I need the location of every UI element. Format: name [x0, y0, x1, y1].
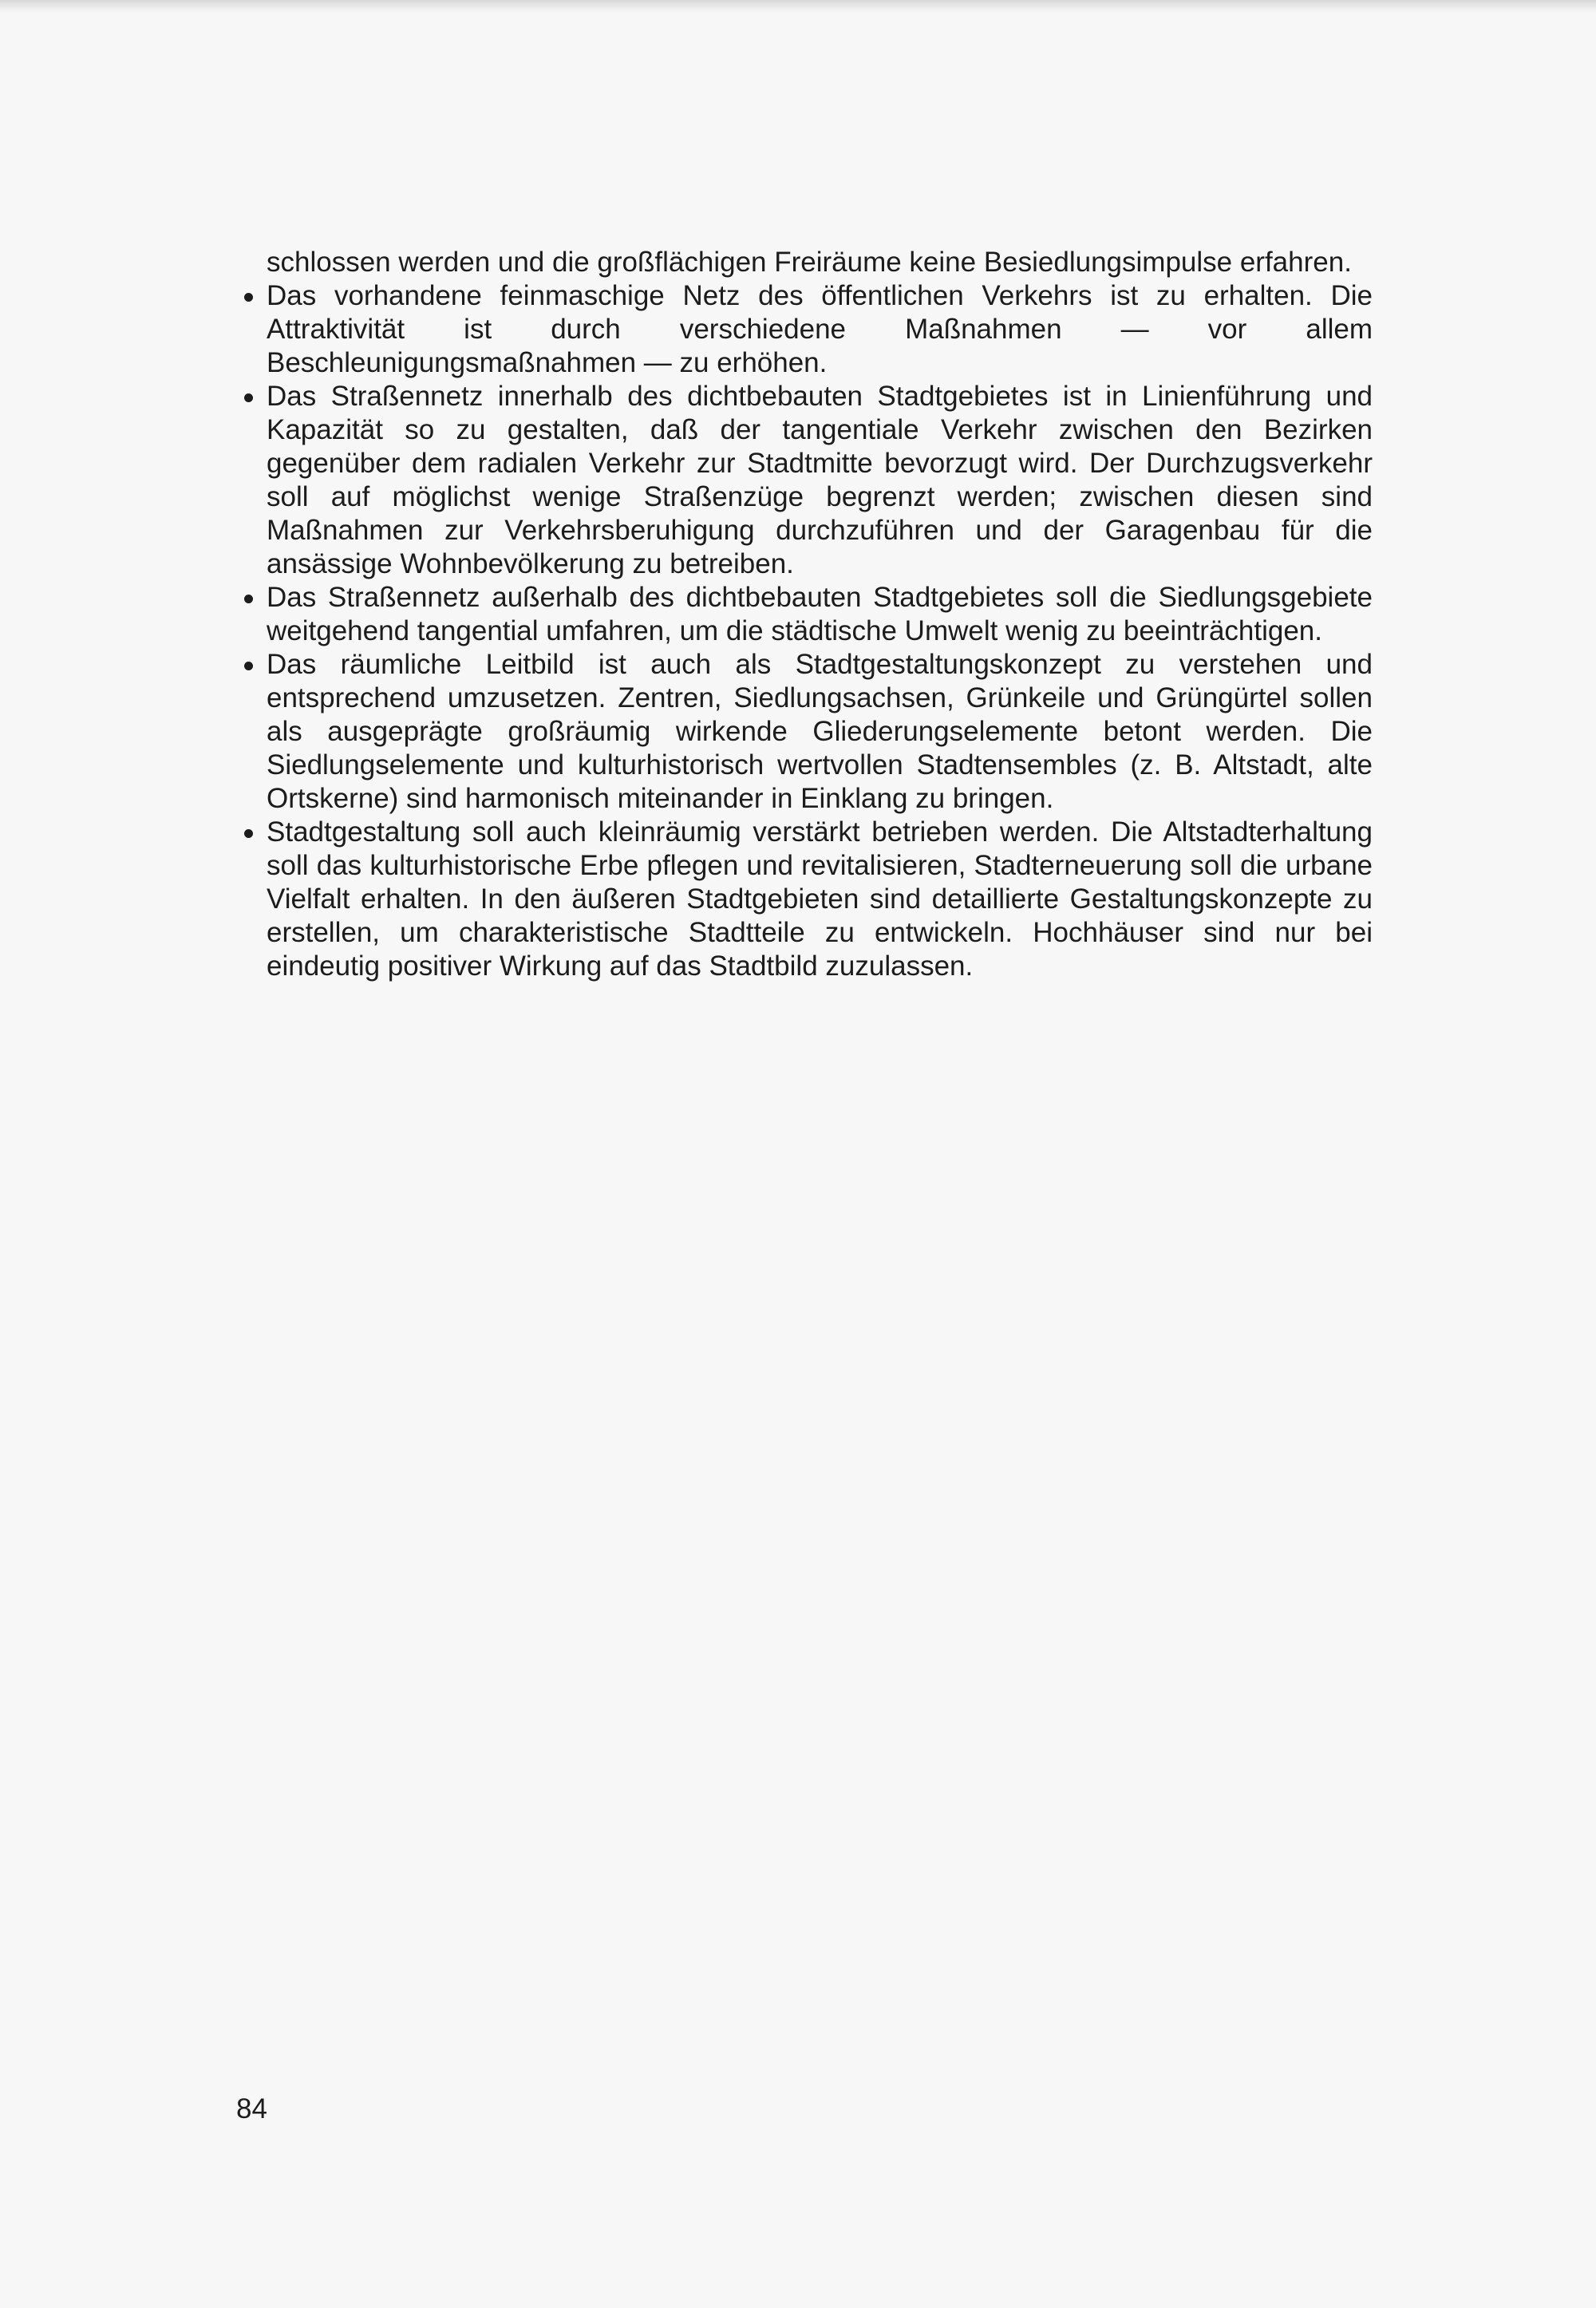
- page-body: [239, 246, 1373, 983]
- list-item: [239, 380, 1373, 581]
- list-item-text: Das Straßennetz außerhalb des dichtbebauten Stadtgebietes soll die Siedlungsgebiete weitgehend tangential umfahren, um die städtische Umwelt wenig zu beeinträchtigen.: [267, 582, 1373, 646]
- list-item-text: Das räumliche Leitbild ist auch als Stadtgestaltungskonzept zu verstehen und entsprechend umzusetzen. Zentren, Siedlungsachsen, Grünkeile und Grüngürtel sollen als ausgeprägte großräumig wirkende Gliederungselemente betont werden. Die Siedlungselemente und kulturhistorisch wertvollen Stadtensembles (z. B. Altstadt, alte Ortskerne) sind harmonisch miteinander in Einklang zu bringen.: [267, 649, 1373, 814]
- bullet-icon: [244, 662, 253, 670]
- bullet-icon: [244, 293, 253, 302]
- bullet-icon: [244, 595, 253, 603]
- list-item: [239, 581, 1373, 648]
- list-item-text: Das Straßennetz innerhalb des dichtbebauten Stadtgebietes ist in Linienführung und Kapazität so zu gestalten, daß der tangentiale Verkehr zwischen den Bezirken gegenüber dem radialen Verkehr zur Stadtmitte bevorzugt wird. Der Durchzugsverkehr soll auf möglichst wenige Straßenzüge begrenzt werden; zwischen diesen sind Maßnahmen zur Verkehrsberuhigung durchzuführen und der Garagenbau für die ansässige Wohnbevölkerung zu betreiben.: [267, 381, 1373, 579]
- bullet-list: [239, 279, 1373, 983]
- page-number: 84: [236, 2093, 267, 2124]
- bullet-icon: [244, 393, 253, 402]
- list-item: [239, 816, 1373, 983]
- list-item: [239, 648, 1373, 816]
- list-item-text: Das vorhandene feinmaschige Netz des öffentlichen Verkehrs ist zu erhalten. Die Attraktivität ist durch verschiedene Maßnahmen — vor allem Beschleunigungsmaßnahmen — zu erhöhen.: [267, 280, 1373, 378]
- scan-top-edge: [0, 0, 1596, 13]
- bullet-icon: [244, 829, 253, 838]
- list-item-text: Stadtgestaltung soll auch kleinräumig verstärkt betrieben werden. Die Altstadterhaltung soll das kulturhistorische Erbe pflegen und revitalisieren, Stadterneuerung soll die urbane Vielfalt erhalten. In den äußeren Stadtgebieten sind detaillierte Gestaltungskonzepte zu erstellen, um charakteristische Stadtteile zu entwickeln. Hochhäuser sind nur bei eindeutig positiver Wirkung auf das Stadtbild zuzulassen.: [267, 816, 1373, 982]
- intro-paragraph: schlossen werden und die großflächigen Freiräume keine Besiedlungsimpulse erfahren.: [267, 247, 1352, 278]
- list-item: [239, 279, 1373, 380]
